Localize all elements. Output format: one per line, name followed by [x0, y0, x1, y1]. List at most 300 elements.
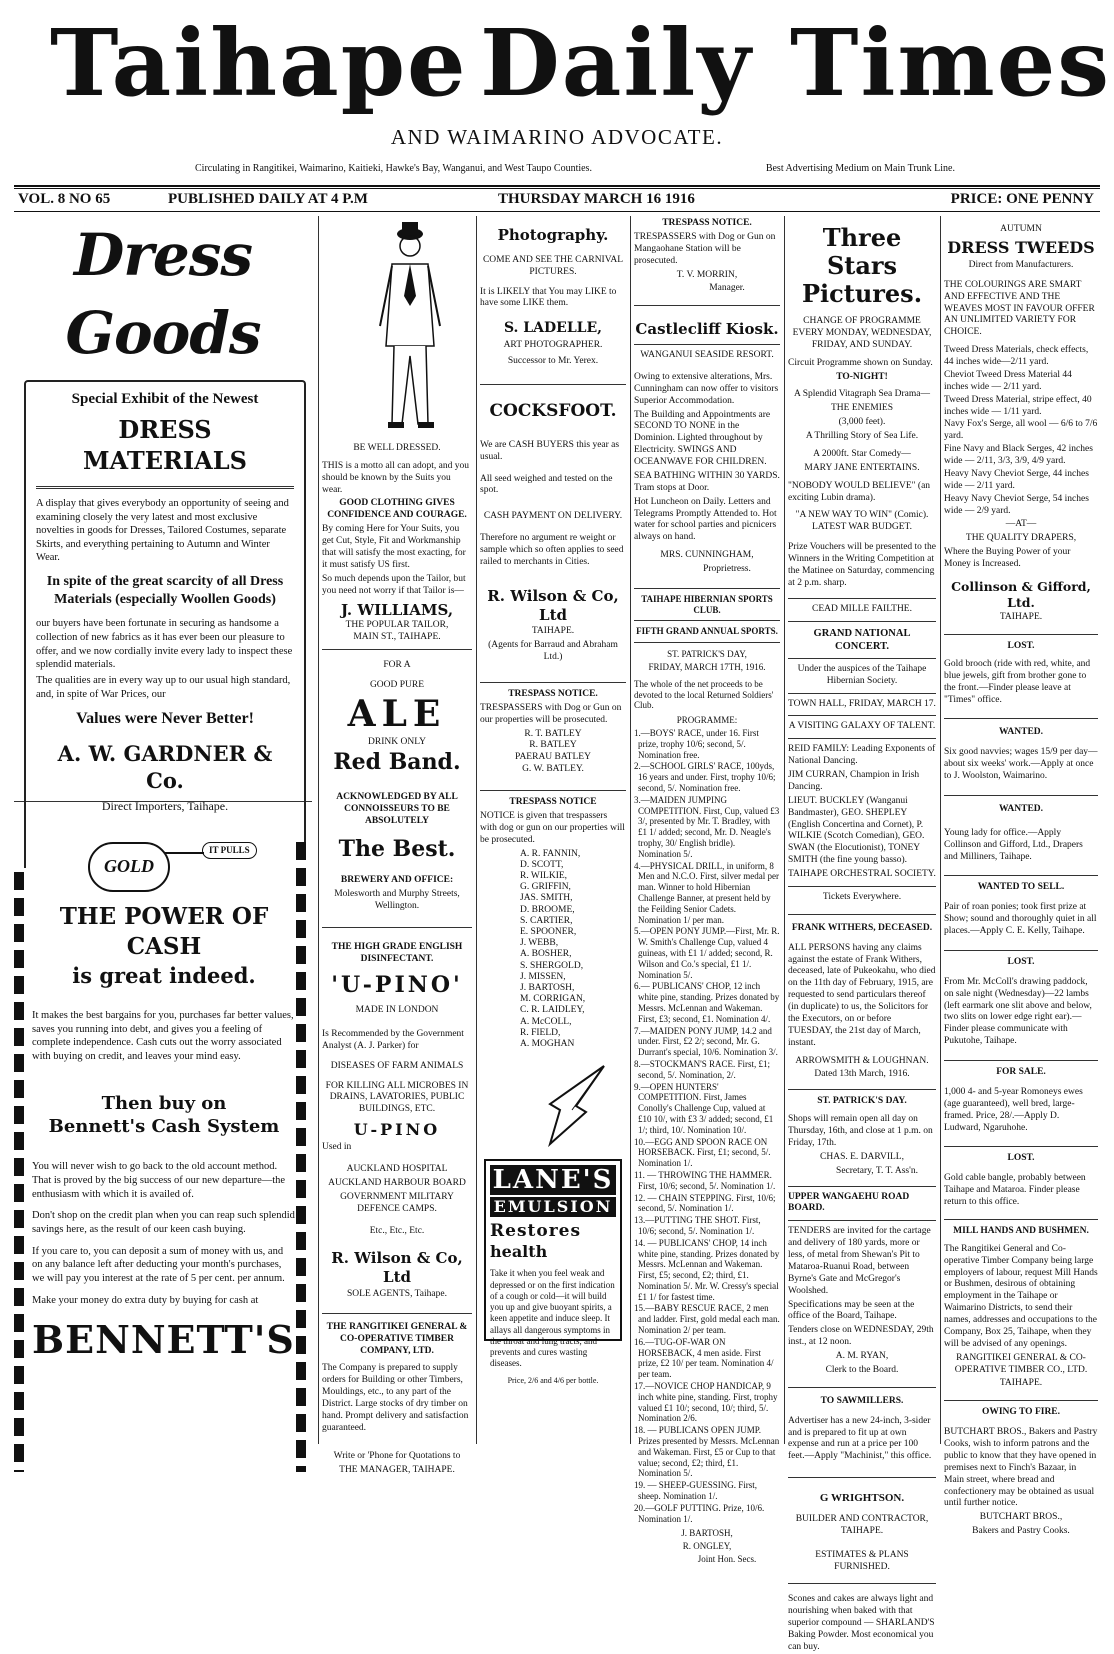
trespass-signatory-name: A. BOSHER, [520, 949, 572, 960]
gardner-firm-subtitle: Direct Importers, Taihape. [101, 798, 229, 813]
masthead-word-daily: Daily [480, 9, 753, 117]
cocksfoot-ad [480, 401, 626, 664]
tweeds-heading-0: AUTUMN [1000, 224, 1042, 234]
trespass-signatory-name: J. WEBB, [520, 938, 559, 949]
three-stars-title: Three Stars [822, 223, 902, 280]
grand-concert-ad [788, 604, 936, 904]
saw-heading: TO SAWMILLERS. [820, 1395, 904, 1406]
tailor-figure-illustration [322, 216, 472, 438]
trespass-paragraph: TRESPASSERS with Dog or Gun on our properties will be prosecuted. [480, 702, 622, 725]
column-divider [940, 216, 941, 1444]
section-rule [944, 1400, 1098, 1401]
tweeds-at: —AT— [1005, 519, 1037, 530]
road-signatory: A. M. RYAN, [835, 1351, 889, 1361]
wrightson-ad [788, 1492, 936, 1654]
road-heading: UPPER WANGAEHU ROAD BOARD. [788, 1191, 910, 1214]
ale-line: FOR A [383, 659, 411, 670]
bennett-ad [14, 842, 312, 1462]
section-rule [788, 1477, 936, 1478]
hibernian-sports-ad [634, 594, 780, 1565]
trespass-signatory-name: G. GRIFFIN, [520, 882, 571, 893]
sports-programme-item: 7.—MAIDEN PONY JUMP, 14.2 and under. First, £2 2/; second, Mr. G. Durrant's special, 10/6. Nomination 3/. [634, 1025, 778, 1058]
masthead-word-taihape: Taihape [50, 9, 468, 117]
sports-signatory: R. ONGLEY, [682, 1541, 732, 1552]
concert-line: Under the auspices of the Taihape Hibernian Society. [797, 663, 927, 686]
sharland-paragraph: Scones and cakes are always light and nourishing when baked with that superior compound — SHARLAND'S Baking Powder. Most economical you can buy. [788, 1594, 935, 1652]
column-3 [480, 216, 626, 1444]
sports-programme-item: 19. — SHEEP-GUESSING. First, sheep. Nomination 1/. [634, 1480, 758, 1502]
sports-programme-item: 11. — THROWING THE HAMMER. First, 10/6; second, 5/. Nomination 1/. [634, 1169, 776, 1191]
wrightson-line: ESTIMATES & PLANS FURNISHED. [815, 1549, 909, 1572]
bennett-paragraph: Don't shop on the credit plan when you can reap such splendid savings here, as the result of our keen cash buying. [32, 1210, 295, 1235]
trespass-notice-batley [480, 689, 626, 776]
section-rule [322, 927, 472, 928]
sawmillers-notice [788, 1396, 936, 1463]
sports-programme-item: 8.—STOCKMAN'S RACE. First, £1; second, 5/. Nomination, 2/. [634, 1058, 770, 1080]
trespass-paragraph: TRESPASSERS with Dog or Gun on Mangaohane Station will be prosecuted. [634, 231, 776, 266]
timber-heading: THE RANGITIKEI GENERAL & CO-OPERATIVE TIMBER COMPANY, LTD. [326, 1321, 468, 1356]
bennett-heading-4: Bennett's Cash System [48, 1116, 280, 1138]
tweeds-heading: DRESS TWEEDS [947, 237, 1095, 257]
upino-made: MADE IN LONDON [355, 1005, 439, 1015]
red-band-ale-ad [322, 660, 472, 913]
ale-line: ACKNOWLEDGED BY ALL CONNOISSEURS TO BE ABSOLUTELY [336, 792, 458, 826]
sports-programme-item: 10.—EGG AND SPOON RACE ON HORSEBACK. First, £1; second, 5/. Nomination 1/. [634, 1136, 771, 1169]
column-2 [322, 216, 472, 1475]
gardner-heading-2: DRESS MATERIALS [82, 414, 248, 475]
upino-user: AUCKLAND HARBOUR BOARD [328, 1177, 466, 1188]
section-rule [788, 914, 936, 915]
lost-bangle-notice [944, 1153, 1098, 1209]
bennett-text [32, 902, 296, 1365]
trespass-signatory-name: R. FIELD, [520, 1027, 561, 1038]
patrick-heading: ST. PATRICK'S DAY. [817, 1096, 907, 1107]
red-band-brand: Red Band. [333, 748, 461, 775]
upino-paragraph: DISEASES OF FARM ANIMALS [330, 1060, 464, 1071]
bennett-paragraph: You will never wish to go back to the old account method. That is proved by the big success of our new departure—the enthusiasm with which it is availed of. [32, 1161, 286, 1200]
trespass-signatory-name: PAERAU BATLEY [515, 752, 591, 763]
sports-programme-label: PROGRAMME: [676, 715, 738, 726]
stars-line: CHANGE OF PROGRAMME EVERY MONDAY, WEDNESDAY, FRIDAY, AND SUNDAY. [792, 316, 932, 350]
williams-subtitle: THE POPULAR TAILOR, [345, 620, 449, 631]
lost-lambs-notice [944, 957, 1098, 1048]
photography-line: It is LIKELY that You may LIKE to have some LIKE them. [480, 286, 617, 309]
column-6 [944, 216, 1098, 1537]
masthead-rule-thin [14, 188, 1100, 189]
stars-line: A Splendid Vitagraph Sea Drama— [794, 389, 930, 400]
patrick-signatory: CHAS. E. DARVILL, [820, 1151, 904, 1162]
infobar-rule [14, 211, 1100, 212]
trespass-signatory-name: J. BARTOSH, [520, 982, 575, 993]
tweeds-price-item: Fine Navy and Black Serges, 42 inches wide — 2/11, 3/3, 3/9, 4/9 yard. [944, 444, 1093, 466]
price: PRICE: ONE PENNY [950, 191, 1094, 207]
section-rule [944, 1146, 1098, 1147]
column-5 [788, 216, 936, 1652]
section-rule [944, 1219, 1098, 1220]
sports-signatory: J. BARTOSH, [681, 1528, 733, 1539]
tweeds-price-item: Tweed Dress Materials, check effects, 44 inches wide—2/11 yard. [944, 345, 1089, 367]
timber-paragraph: THE MANAGER, TAIHAPE. [339, 1464, 455, 1475]
wanted-navvies-notice [944, 727, 1098, 783]
lanes-price: Price, 2/6 and 4/6 per bottle. [507, 1375, 599, 1385]
lost-paragraph: From Mr. McColl's drawing paddock, on sale night (Wednesday)—22 lambs (left earmark one slit above and below, two slits on lower edge right ear).—Finder please communicate with Pukutohe, Taihape. [944, 976, 1092, 1047]
concert-line: JIM CURRAN, Champion in Irish Dancing. [788, 770, 920, 792]
sports-programme-item: 17.—NOVICE CHOP HANDICAP, 9 inch white pine, standing. First, trophy valued £1 10/; second, 10/; third, 5/. Nomination 2/6. [634, 1381, 778, 1424]
upino-agent-sub: SOLE AGENTS, Taihape. [347, 1288, 447, 1299]
cocksfoot-paragraph: Therefore no argument re weight or sample which so often applies to seed railed to merchants in Cities. [480, 533, 624, 567]
tweeds-subheading: Direct from Manufacturers. [968, 259, 1074, 270]
concert-heading: GRAND NATIONAL CONCERT. [813, 627, 911, 652]
timber-paragraph: The Company is prepared to supply orders for Building or other Timbers, Mouldings, etc., to any part of the District. Large stocks of dry timber on hand. Prompt delivery and satisfaction guaranteed. [322, 1363, 469, 1433]
fire-heading: OWING TO FIRE. [981, 1407, 1061, 1418]
timber-paragraph: Write or 'Phone for Quotations to [333, 1450, 461, 1461]
concert-line: TAIHAPE ORCHESTRAL SOCIETY. [788, 869, 936, 879]
fire-signatory: BUTCHART BROS., [979, 1512, 1063, 1523]
sports-date: FRIDAY, MARCH 17TH, 1916. [648, 662, 766, 673]
upino-name-2: U-PINO [353, 1120, 441, 1140]
section-rule [480, 790, 626, 791]
trespass-signatory-name: R. WILKIE, [520, 870, 568, 881]
lanes-paragraph: Take it when you feel weak and depressed or on the first indication of a cough or cold—it will build you up and give buoyant spirits, a keen appetite and induce sleep. It allays all dangerous symptoms in the throat and lung tracts, and prevents and cures wasting diseases. [490, 1268, 615, 1369]
saw-paragraph: Advertiser has a new 24-inch, 3-sider and is prepared to fit up at own expense and run at a price per 100 feet.—Apply "Machinist," this office. [788, 1415, 932, 1462]
kiosk-paragraph: Hot Luncheon on Daily. Letters and Telegrams Promptly Attended to. Hot water for school parties and picnicers always on hand. [634, 496, 777, 543]
column-divider [784, 216, 785, 1444]
fire-paragraph: BUTCHART BROS., Bakers and Pastry Cooks, wish to inform patrons and the public to know that they have opened in premises next to Finch's Bazaar, in Main street, where bread and confectionery may be obtained as usual until further notice. [944, 1427, 1098, 1509]
issue-date: THURSDAY MARCH 16 1916 [498, 191, 695, 207]
section-rule [788, 621, 936, 622]
photography-title: Photography. [497, 226, 609, 244]
sports-programme-list [634, 728, 780, 1524]
williams-paragraph: By coming Here for Your Suits, you get Cut, Style, Fit and Workmanship that will satisfy the most exacting, for it must satisfy US first. [322, 524, 466, 570]
kiosk-proprietor: MRS. CUNNINGHAM, [660, 550, 754, 561]
bennett-heading-3: Then buy on [101, 1092, 227, 1114]
mill-location: TAIHAPE. [999, 1378, 1043, 1389]
kiosk-paragraph: The Building and Appointments are SECOND TO NONE in the Dominion. Lighted throughout by Electricity. SWINGS AND OCEANWAVE FOR CHILDREN. [634, 409, 771, 467]
section-rule [944, 1060, 1098, 1061]
road-role: Clerk to the Board. [825, 1364, 899, 1375]
column-divider [630, 216, 631, 1444]
upino-paragraph: Is Recommended by the Government Analyst (A. J. Parker) for [322, 1028, 464, 1051]
ale-title: ALE [347, 692, 447, 735]
kiosk-role: Proprietress. [703, 564, 751, 574]
trespass-signatory-name: J. MISSEN, [520, 971, 566, 982]
masthead-subtitle: AND WAIMARINO ADVOCATE. [390, 125, 724, 149]
withers-heading: FRANK WITHERS, DECEASED. [791, 922, 933, 933]
sports-programme-item: 1.—BOYS' RACE, under 16. First prize, trophy 10/6; second, 5/. Nomination free. [634, 728, 759, 760]
section-rule [788, 738, 936, 739]
bennett-heading-1: THE POWER OF CASH [59, 903, 269, 960]
timber-company-ad [322, 1322, 472, 1477]
section-rule [788, 598, 936, 599]
volume-number: VOL. 8 NO 65 [18, 191, 111, 207]
fire-role: Bakers and Pastry Cooks. [972, 1526, 1070, 1537]
right-border-bars [296, 842, 306, 1472]
sports-date: ST. PATRICK'S DAY, [667, 649, 747, 660]
upino-used: Used in [322, 1142, 352, 1153]
wilson-firm: R. Wilson & Co, Ltd [487, 586, 619, 624]
wanted-paragraph: Six good navvies; wages 15/9 per day—about six weeks' work.—Apply at once to J. Woolston, Waimarino. [944, 747, 1098, 781]
lanes-emulsion-ad [484, 1159, 622, 1385]
sports-heading-2: FIFTH GRAND ANNUAL SPORTS. [636, 626, 778, 637]
stars-line: (3,000 feet). [838, 417, 886, 428]
kiosk-subtitle: WANGANUI SEASIDE RESORT. [640, 350, 774, 360]
sale-heading: FOR SALE. [996, 1067, 1046, 1077]
ladelle-subtitle: ART PHOTOGRAPHER. [503, 339, 603, 350]
bennetts-name: BENNETT'S [32, 1317, 295, 1363]
stars-line: "NOBODY WOULD BELIEVE" (an exciting Lubin drama). [788, 480, 931, 503]
tweeds-paragraph: THE COLOURINGS ARE SMART AND EFFECTIVE AND THE WEAVES MOST IN FAVOUR OFFER AN UNLIMITED VARIETY FOR CHOICE. [944, 279, 1095, 338]
section-rule [788, 1089, 936, 1090]
williams-paragraph: THIS is a motto all can adopt, and you should be known by the Suits you wear. [322, 460, 469, 495]
cocksfoot-title: COCKSFOOT. [489, 400, 617, 421]
it-pulls-label: IT PULLS [202, 842, 257, 859]
lost-paragraph: Gold brooch (ride with red, white, and blue jewels, gift from brother gone to the front.—Finder please leave at "Times" office. [944, 658, 1091, 705]
concert-line: TOWN HALL, FRIDAY, MARCH 17. [788, 698, 936, 709]
dress-goods-title: Dress Goods [65, 221, 261, 367]
upino-paragraph: FOR KILLING ALL MICROBES IN DRAINS, LAVATORIES, PUBLIC BUILDINGS, ETC. [325, 1080, 469, 1115]
williams-paragraph: So much depends upon the Tailor, but you need not worry if that Tailor is— [322, 573, 466, 596]
upino-agent: R. Wilson & Co, Ltd [331, 1249, 463, 1287]
three-stars-pictures-ad [788, 224, 936, 590]
williams-heading: GOOD CLOTHING GIVES CONFIDENCE AND COURAGE. [327, 498, 467, 521]
patrick-paragraph: Shops will remain open all day on Thursday, 16th, and close at 1 p.m. on Friday, 17th. [788, 1114, 933, 1148]
tweeds-price-item: Cheviot Tweed Dress Material 44 inches wide — 2/11 yard. [944, 369, 1072, 392]
section-rule [322, 1313, 472, 1314]
column-1 [14, 216, 312, 1444]
ale-line: Molesworth and Murphy Streets, Wellington. [334, 889, 460, 911]
tweeds-paragraph: Where the Buying Power of your Money is Increased. [944, 547, 1071, 569]
bennett-heading-2: is great indeed. [72, 962, 256, 988]
concert-greeting: CEAD MILLE FAILTHE. [811, 603, 912, 614]
sports-programme-item: 6.— PUBLICANS' CHOP, 12 inch white pine, standing. Prizes donated by Messrs. McLennan and Wakeman. First, £3; second, £1. Nomination 4/. [634, 981, 780, 1024]
ale-line: GOOD PURE [369, 679, 425, 690]
sports-programme-item: 12. — CHAIN STEPPING. First, 10/6; second, 5/. Nomination 1/. [634, 1192, 776, 1214]
sell-paragraph: Pair of roan ponies; took first prize at Show; sound and thoroughly quiet in all places.—Apply C. E. Kelly, Taihape. [944, 902, 1097, 936]
withers-estate-notice [788, 923, 936, 1082]
stars-line: A 2000ft. Star Comedy— [813, 448, 911, 459]
for-sale-notice [944, 1067, 1098, 1134]
masthead-rule [14, 185, 1100, 187]
stars-line: MARY JANE ENTERTAINS. [804, 462, 920, 473]
section-rule [788, 1583, 936, 1584]
section-rule [634, 588, 780, 589]
wanted-heading: WANTED. [998, 803, 1044, 814]
section-rule [788, 715, 936, 716]
trespass-signatories [480, 849, 626, 1051]
section-rule [634, 642, 780, 643]
gardner-paragraph: The qualities are in every way up to our usual high standard, and, in spite of War Prices, our [36, 675, 291, 700]
trespass-signatory-name: A. R. FANNIN, [520, 848, 581, 859]
trespass-title: TRESPASS NOTICE [509, 797, 597, 807]
section-rule [480, 682, 626, 683]
stars-line: A Thrilling Story of Sea Life. [805, 431, 919, 441]
upino-ad [322, 942, 472, 1301]
stars-line: Prize Vouchers will be presented to the Winners in the Writing Competition at the Matinee on Saturday, commencing at 2 p.m. sharp. [788, 542, 936, 588]
wanted-to-sell-notice [944, 882, 1098, 938]
lost-brooch-notice [944, 641, 1098, 706]
sports-programme-item: 4.—PHYSICAL DRILL, in uniform, 8 Men and N.C.O. First, silver medal per man. Winner to hold Hibernian Challenge Banner, at present held by the Feilding Senior Cadets. Nomination 1/ per man. [634, 860, 779, 925]
trespass-notice-morrin [634, 218, 780, 295]
lanes-brand: LANE'S [490, 1165, 616, 1195]
trespass-signatory-name: R. T. BATLEY [524, 728, 582, 739]
road-board-notice [788, 1192, 936, 1377]
patrick-role: Secretary, T. T. Ass'n. [836, 1165, 918, 1176]
section-rule [788, 1220, 936, 1221]
wrightson-line: BUILDER AND CONTRACTOR, TAIHAPE. [795, 1513, 929, 1536]
sports-programme-item: 16.—TUG-OF-WAR ON HORSEBACK, 4 men aside. First prize, £2 10/ per team. Nomination 4/ per team. [634, 1336, 774, 1380]
trespass-title: TRESPASS NOTICE. [508, 688, 598, 699]
williams-name: J. WILLIAMS, [340, 601, 454, 620]
trespass-signatory-name: C. R. LAIDLEY, [520, 1005, 585, 1016]
williams-address: MAIN ST., TAIHAPE. [353, 632, 441, 642]
upino-user: GOVERNMENT MILITARY DEFENCE CAMPS. [340, 1191, 454, 1214]
road-paragraph: Specifications may be seen at the office of the Board, Taihape. [788, 1299, 915, 1322]
section-rule [480, 384, 626, 385]
sports-programme-item: 2.—SCHOOL GIRLS' RACE, 100yds, 16 years and under. First, trophy 10/6; second, 5/. Nomination free. [634, 761, 776, 794]
dress-tweeds-ad [944, 224, 1098, 624]
photography-ad [480, 226, 626, 368]
gardner-paragraph: A display that gives everybody an opportunity of seeing and examining closely the very latest and most exclusive novelties in goods for Dresses, Tailored Costumes, separate Skirts, and everything pertaining to Autumn and Winter Wear. [36, 497, 289, 564]
ale-best: The Best. [338, 835, 456, 862]
trespass-signatory-name: S. CARTIER, [520, 915, 573, 926]
masthead-word-times: Times [790, 9, 1112, 117]
bennett-paragraph: It makes the best bargains for you, purchases far better values, saves you running into debt, and gives you a feeling of complete independence. Cash cuts out the worry associated with buying on credit, and leaves your mind easy. [32, 1010, 294, 1062]
trespass-title: TRESPASS NOTICE. [662, 218, 752, 228]
upino-name: 'U-PINO' [331, 971, 463, 998]
section-rule [634, 620, 780, 621]
sports-programme-item: 20.—GOLF PUTTING. Prize, 10/6. Nomination 1/. [634, 1502, 765, 1524]
section-rule [634, 344, 780, 345]
lanes-heading: Restores [490, 1221, 582, 1242]
trespass-signatories [480, 729, 626, 777]
gardner-firm-name: A. W. GARDNER & Co. [57, 741, 273, 794]
cocksfoot-paragraph: We are CASH BUYERS this year as usual. [480, 439, 620, 462]
section-rule [944, 950, 1098, 951]
section-rule [944, 795, 1098, 796]
lanes-heading-2: health [490, 1242, 548, 1262]
section-rule [788, 886, 936, 887]
concert-line: REID FAMILY: Leading Exponents of National Dancing. [788, 744, 936, 767]
bennett-paragraph: Make your money do extra duty by buying for cash at [32, 1294, 259, 1306]
gold-bag-label: GOLD [104, 856, 154, 876]
collinson-gifford-firm: Collinson & Gifford, Ltd. [951, 578, 1091, 610]
published-daily: PUBLISHED DAILY AT 4 P.M [168, 191, 368, 207]
section-rule [322, 649, 472, 650]
collinson-gifford-subtitle: TAIHAPE. [999, 612, 1043, 623]
mill-company: RANGITIKEI GENERAL & CO-OPERATIVE TIMBER CO., LTD. [954, 1352, 1088, 1375]
lost-paragraph: Gold cable bangle, probably between Taihape and Mataroa. Finder please return to this office. [944, 1173, 1086, 1207]
trespass-signatory-name: A. MOGHAN [520, 1038, 575, 1049]
three-stars-title-2: Pictures. [801, 279, 923, 308]
best-medium-text: Best Advertising Medium on Main Trunk Line. [765, 163, 955, 174]
gardner-heading-3: In spite of the great scarcity of all Dress Materials (especially Woollen Goods) [46, 574, 284, 608]
gardner-heading-4: Values were Never Better! [76, 710, 254, 728]
section-rule [788, 1186, 936, 1187]
column-divider [318, 216, 319, 1444]
wilson-firm-subtitle: TAIHAPE. [531, 626, 575, 637]
tweeds-price-list [944, 345, 1098, 517]
kiosk-title: Castlecliff Kiosk. [635, 320, 779, 339]
trespass-signatory-name: R. BATLEY [529, 740, 577, 751]
tweeds-price-item: Heavy Navy Cheviot Serge, 54 inches wide — 2/9 yard. [944, 493, 1089, 516]
road-paragraph: TENDERS are invited for the cartage and delivery of 180 yards, more or less, of metal from Shewan's Pit to Mataroa-Ruanui Road, between Byrne's Gate and McGregor's Woolshed. [788, 1226, 931, 1296]
section-rule [788, 658, 936, 659]
trespass-role: Manager. [709, 283, 745, 294]
sports-programme-item: 15.—BABY RESCUE RACE, 2 men and ladder. First, gold medal each man. Nomination 2/ per team. [634, 1303, 780, 1336]
trespass-signatory-name: G. W. BATLEY. [522, 764, 584, 775]
wanted-office-notice [944, 804, 1098, 864]
section-rule [944, 875, 1098, 876]
cocksfoot-paragraph: All seed weighed and tested on the spot. [480, 473, 613, 496]
lost-heading: LOST. [1007, 641, 1035, 651]
ale-line: DRINK ONLY [368, 736, 426, 747]
st-patricks-day-notice [788, 1096, 936, 1177]
sports-signatory-role: Joint Hon. Secs. [697, 1554, 757, 1565]
sports-paragraph: The whole of the net proceeds to be devoted to the local Returned Soldiers' Club. [634, 678, 774, 711]
sports-heading: TAIHAPE HIBERNIAN SPORTS CLUB. [641, 593, 773, 615]
pointing-arrow-icon [480, 1060, 626, 1150]
stars-line: "A NEW WAY TO WIN" (Comic). LATEST WAR BUDGET. [795, 510, 929, 533]
ladelle-successor: Successor to Mr. Yerex. [507, 355, 599, 366]
upino-etc: Etc., Etc., Etc. [369, 1225, 425, 1236]
masthead [20, 8, 1112, 128]
tweeds-drapers: THE QUALITY DRAPERS, [965, 533, 1077, 544]
kiosk-paragraph: Owing to extensive alterations, Mrs. Cunningham can now offer to visitors Superior Accommodation. [634, 371, 779, 406]
castlecliff-kiosk-ad [634, 320, 780, 576]
lanes-brand-emulsion: EMULSION [490, 1197, 616, 1217]
wanted-heading: WANTED. [998, 727, 1044, 738]
sports-programme-item: 13.—PUTTING THE SHOT. First, 10/6; second, 5/. Nomination 1/. [634, 1215, 761, 1236]
lost-heading: LOST. [1007, 956, 1035, 967]
concert-line: LIEUT. BUCKLEY (Wanganui Bandmaster), GEO. SHEPLEY (English Concertina and Cornet), P. WILKIE (Scotch Comedian), GEO. SWAN (the Elocutionist), TONEY SMITH (the fine young basso). [788, 795, 925, 866]
trespass-notice-group [480, 797, 626, 1050]
section-rule [788, 693, 936, 694]
tweeds-price-item: Tweed Dress Material, stripe effect, 40 inches wide — 1/11 yard. [944, 394, 1092, 417]
trespass-signatory-name: JAS. SMITH, [520, 893, 573, 904]
trespass-signatory-name: A. McCOLL, [520, 1016, 572, 1027]
gardner-ad [14, 216, 312, 813]
stars-tonight: TO-NIGHT! [836, 371, 888, 382]
mill-paragraph: The Rangitikei General and Co-operative Timber Company being large employers of labour, request Mill Hands or Bushmen, desirous of obtaining employment in the Taihape or Waimarino Districts, to send their names, addresses and occupations to the Company, Box 25, Taihape, when they will be advised of any openings. [944, 1243, 1098, 1349]
ladelle-name: S. LADELLE, [503, 320, 603, 337]
trespass-signatory-name: M. CORRIGAN, [520, 994, 586, 1005]
section-rule [944, 718, 1098, 719]
info-bar [18, 191, 1100, 211]
kiosk-paragraph: SEA BATHING WITHIN 30 YARDS. Tram stops at Door. [634, 470, 780, 493]
trespass-signatory-name: S. SHERGOLD, [520, 960, 584, 971]
ornamental-rule [36, 486, 294, 489]
lost-heading: LOST. [1007, 1153, 1035, 1164]
photography-line: COME AND SEE THE CARNIVAL PICTURES. [482, 254, 624, 277]
withers-paragraph: ALL PERSONS having any claims against the estate of Frank Withers, deceased, late of Pukeokahu, who died on the 11th day of February, 1915, are requested to send particulars thereof (in duplicate) to us, the Solicitors for the Executors, on or before TUESDAY, the 21st day of March, instant. [788, 942, 936, 1048]
concert-line: A VISITING GALAXY OF TALENT. [788, 721, 936, 732]
column-4 [634, 216, 780, 1565]
sports-programme-item: 18. — PUBLICANS OPEN JUMP. Prizes presented by Messrs. McLennan and Wakeman. First, £5 or Cup to that value; second, £2; third, £1. Nomination 5/. [634, 1425, 780, 1479]
circulation-text: Circulating in Rangitikei, Waimarino, Kaitieki, Hawke's Bay, Wanganui, and West Taupo Counties. [195, 163, 592, 174]
wrightson-heading: G WRIGHTSON. [819, 1492, 905, 1505]
section-rule [944, 634, 1098, 635]
sale-paragraph: 1,000 4- and 5-year Romoneys ewes (age guaranteed), well bred, large-framed. Price, 28/.—Apply D. Ludward, Ngaruhohe. [944, 1086, 1083, 1133]
gardner-paragraph: our buyers have been fortunate in securing as handsome a collection of new fabrics as it has ever been our pleasure to offer, and we now cordially invite every lady to inspect these splendid materials. [36, 618, 293, 671]
wilson-agents: (Agents for Barraud and Abraham Ltd.) [488, 640, 618, 662]
trespass-paragraph: NOTICE is given that trespassers with dog or gun on our properties will be prosecuted. [480, 810, 625, 845]
sports-programme-item: 9.—OPEN HUNTERS' COMPETITION. First, James Conolly's Challenge Cup, valued at £10 10/, with £3 3/ added; second, £1 1/; third, 10/. Nomination 10/. [634, 1081, 774, 1135]
withers-solicitors: ARROWSMITH & LOUGHNAN. [795, 1055, 929, 1066]
sports-programme-item: 3.—MAIDEN JUMPING COMPETITION. First, Cup, valued £3 3/, presented by Mr. T. Bradley, with £1 1/ added; second, Mr. D. Neagle's trophy, 30/ English bridle). Nomination 5/. [634, 794, 780, 859]
mill-hands-notice [944, 1226, 1098, 1390]
section-rule [634, 305, 780, 306]
wanted-paragraph: Young lady for office.—Apply Collinson and Gifford, Ltd., Drapers and Milliners, Taihape. [944, 827, 1083, 862]
